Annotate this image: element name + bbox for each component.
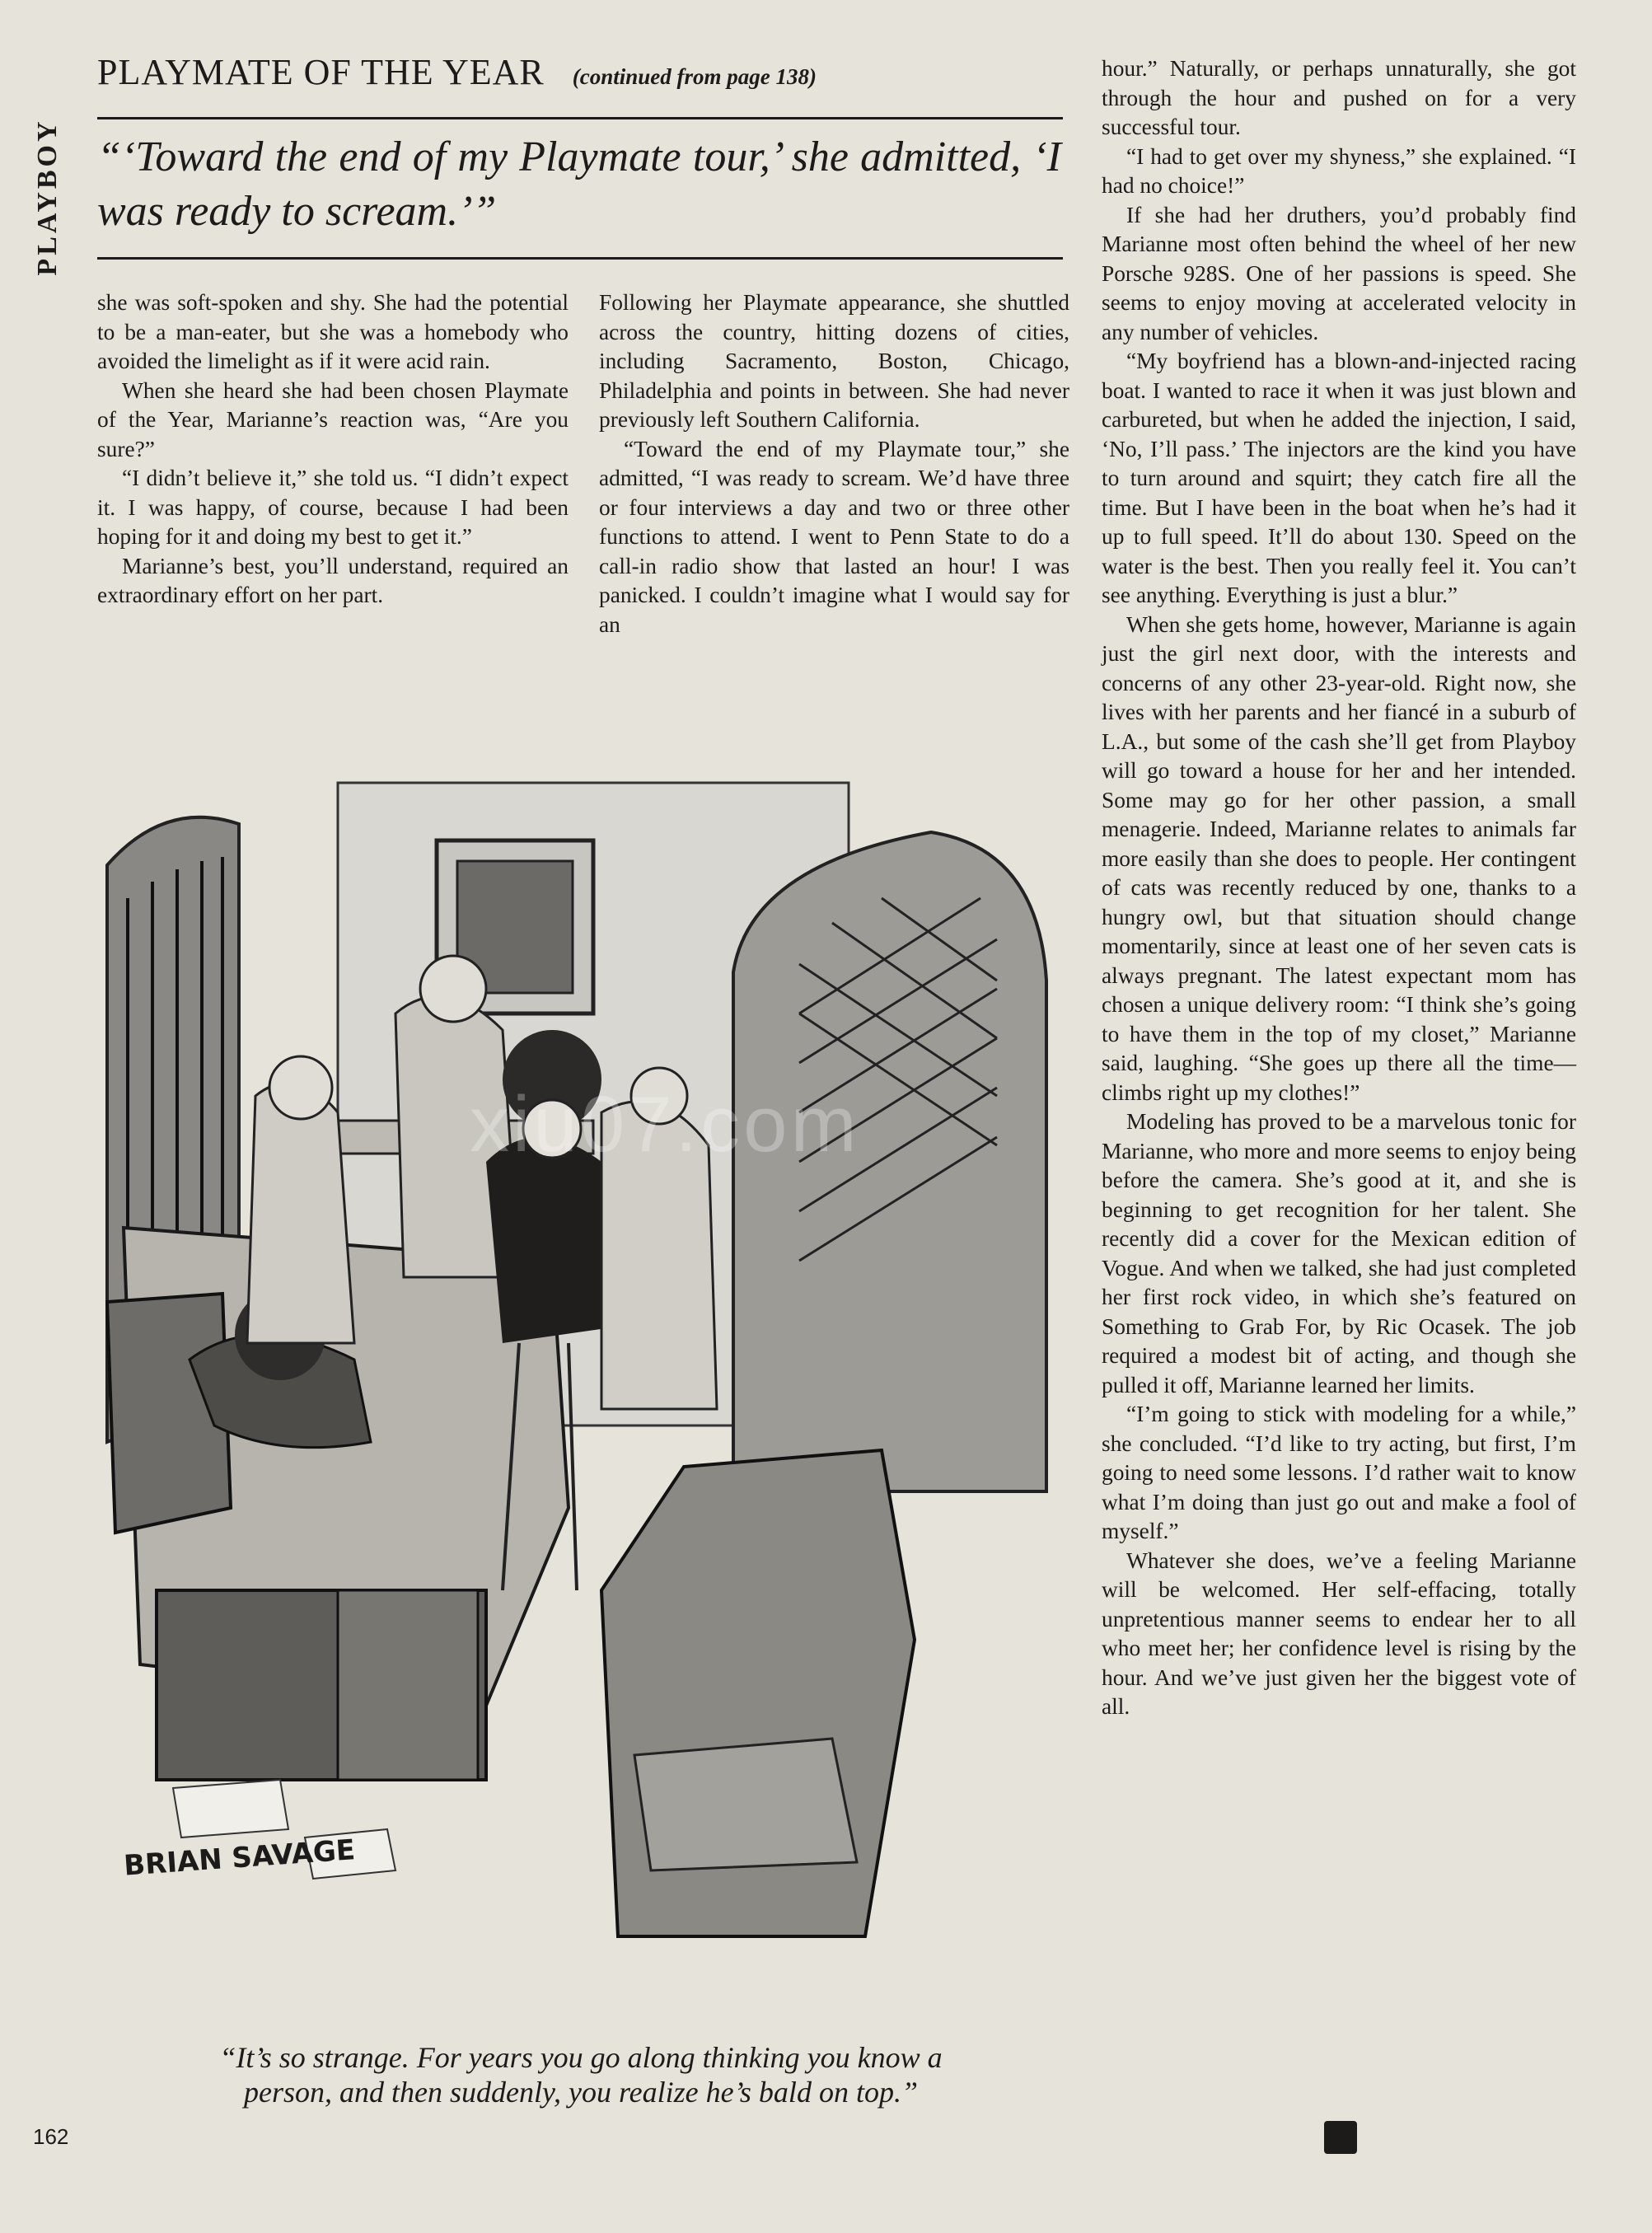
paragraph: Modeling has proved to be a marvelous tonic for Marianne, who more and more seems to enjoy being before the camera. She’s good at it, and she is beginning to get recognition for her talent. She recently did a cover for the Mexican edition of Vogue. And when we talked, she had just completed her first rock video, in which she’s featured on Something to Grab For, by Ric Ocasek. The job required a modest bit of acting, and though she pulled it off, Marianne learned her limits. xyxy=(1102,1109,1576,1397)
paragraph: hour.” Naturally, or perhaps unnaturally, she got through the hour and pushed on for a very successful tour. xyxy=(1102,56,1576,139)
paragraph: she was soft-spoken and shy. She had the potential to be a man-eater, but she was a homebody who avoided the limelight as if it were acid rain. xyxy=(97,290,569,373)
masthead-text: PLAYBOY xyxy=(32,118,63,276)
pull-quote: “‘Toward the end of my Playmate tour,’ she admitted, ‘I was ready to scream.’” xyxy=(97,133,1061,235)
rabbit-end-mark-icon xyxy=(1324,2121,1357,2154)
paragraph: “I had to get over my shyness,” she explained. “I had no choice!” xyxy=(1102,143,1576,198)
paragraph: “Toward the end of my Playmate tour,” she admitted, “I was ready to scream. We’d have three or four interviews a day and two or three other functions to attend. I went to Penn State to do a call-in radio show that lasted an hour! I was panicked. I couldn’t imagine what I would say for an xyxy=(599,436,1069,637)
paragraph: Following her Playmate appearance, she shuttled across the country, hitting dozens of cities, including Sacramento, Boston, Chicago, Philadelphia and points in between. She had never previously left Southern California. xyxy=(599,290,1069,432)
page-number: 162 xyxy=(33,2124,69,2149)
paragraph: “My boyfriend has a blown-and-injected racing boat. I wanted to race it when it was just blown and carbureted, but when he added the injection, I said, ‘No, I’ll pass.’ The injectors are the kind you have to turn around and squirt; they catch fire all the time. But I have been in the boat when he’s had it up to full speed. It’ll do about 130. Speed on the water is the best. Then you really feel it. You can’t see anything. Everything is just a blur.” xyxy=(1102,349,1576,607)
paragraph: Marianne’s best, you’ll understand, required an extraordinary effort on her part. xyxy=(97,553,569,607)
paragraph: When she gets home, however, Marianne is again just the girl next door, with the interests and concerns of any other 23-year-old. Right now, she lives with her parents and her fiancé in a suburb of L.A., but some of the cash she’ll get from Playboy will go toward a house for her and her intended. Some may go for her other passion, a small menagerie. Indeed, Marianne relates to animals far more easily than she does to people. Her contingent of cats was recently reduced by one, thanks to a hungry owl, but that situation should change momentarily, since at least one of her seven cats is always pregnant. The latest expectant mom has chosen a unique delivery room: “I think she’s going to have them in the top of my closet,” Marianne said, laughing. “She goes up there all the time—climbs right up my clothes!” xyxy=(1102,611,1576,1105)
paragraph: “I’m going to stick with modeling for a while,” she concluded. “I’d like to try acting, but first, I’m going to need some lessons. I’d rather wait to know what I’m doing than just go out and make a fool of myself.” xyxy=(1102,1402,1576,1543)
paragraph: Whatever she does, we’ve a feeling Marianne will be welcomed. Her self-effacing, totally unpretentious manner seems to endear her to all who meet her; her confidence level is rising by the hour. And we’ve just given her the biggest vote of all. xyxy=(1102,1547,1576,1719)
header-rule-bottom xyxy=(97,257,1063,260)
cartoon-illustration xyxy=(91,766,1071,2002)
article-column-1 xyxy=(97,288,569,611)
continued-note: (continued from page 138) xyxy=(572,64,817,89)
paragraph: When she heard she had been chosen Playmate of the Year, Marianne’s reaction was, “Are you sure?” xyxy=(97,377,569,461)
paragraph: “I didn’t believe it,” she told us. “I didn’t expect it. I was happy, of course, because I had been hoping for it and doing my best to get it.” xyxy=(97,466,569,549)
article-column-3 xyxy=(1102,54,1576,1722)
artist-signature: BRIAN SAVAGE xyxy=(122,1833,357,1883)
article-column-2 xyxy=(599,288,1069,639)
header xyxy=(97,51,1061,102)
section-title: PLAYMATE OF THE YEAR xyxy=(97,52,545,92)
header-rule-top xyxy=(97,117,1063,119)
watermark: xiu07.com xyxy=(470,1080,860,1168)
paragraph: If she had her druthers, you’d probably find Marianne most often behind the wheel of her new Porsche 928S. One of her passions is speed. She seems to enjoy moving at accelerated velocity in any number of vehicles. xyxy=(1102,202,1576,344)
masthead-vertical xyxy=(15,58,81,338)
cartoon-caption: “It’s so strange. For years you go along thinking you know a person, and then suddenly, you realize he’s bald on top.” xyxy=(219,2041,943,2109)
